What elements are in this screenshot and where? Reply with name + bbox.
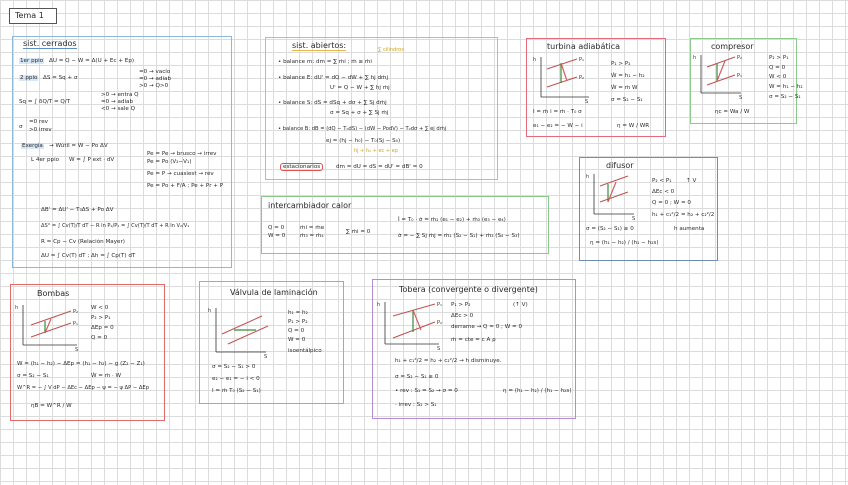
- bombas-s5: W = (h₁ − h₂) − ΔEp = (h₁ − h₂) − g (Z₂ − Z₁): [17, 361, 145, 367]
- intercambiador-s2: W = 0: [268, 233, 286, 239]
- tobera-s1: P₁ > P₂: [451, 302, 471, 308]
- trabajo-label: L 4er ppio: [31, 157, 60, 163]
- tobera-p1: P₁: [437, 302, 443, 308]
- compresor-title: compresor: [711, 42, 754, 51]
- turbina-s4: σ = S₂ − S₁: [611, 97, 643, 103]
- bombas-p1: P₁: [73, 321, 79, 327]
- turbina-s6: e₁ − e₂ = − W − i: [533, 123, 583, 129]
- tobera-hs-diagram: [379, 298, 445, 352]
- balance-masa-eq: • balance m: dm = ∑ ṁi ; ṁ ≥ ṁi: [278, 59, 372, 65]
- valvula-s4: W = 0: [288, 337, 306, 343]
- exergia-flujo-eq: ej = (hj − h₀) − T₀(Sj − S₀): [326, 138, 401, 144]
- turbina-axis-h: h: [533, 57, 537, 63]
- intercambiador-s6: İ = T₀ · σ̇ = ṁ₁ (e₁ − e₂) + ṁ₃ (e₃ − e₄): [398, 217, 506, 223]
- page-title: Tema 1: [15, 11, 44, 20]
- difusor-s8: η = (h₁ − h₂) / (h₁ − h₂s): [590, 240, 659, 246]
- sigma-opt-2: >0 irrev: [29, 127, 52, 133]
- compresor-s6: ηc = Wa / W: [715, 109, 750, 115]
- tobera-s10: η = (h₁ − h₂) / (h₁ − h₂s): [503, 388, 572, 394]
- intercambiador-s3: ṁi = ṁe: [300, 225, 325, 231]
- segundo-principio-eq: ΔS = Sq + σ: [43, 75, 78, 81]
- sigma-opt-1: =0 rev: [29, 119, 48, 125]
- seg-opt-3: >0 → Q>0: [139, 83, 169, 89]
- entropia-gas-ideal-eq: ΔS° = ∫ Cv(T)/T dT − R ln P₂/P₁ = ∫ Cv(T)/T dT + R ln V₂/V₁: [41, 223, 190, 229]
- tobera-s6: h₁ + c₁²/2 = h₂ + c₂²/2 → h disminuye.: [395, 358, 502, 364]
- sq-opt-2: =0 → adiab: [101, 99, 134, 105]
- difusor-s4: Q = 0 ; W = 0: [652, 200, 691, 206]
- bombas-s7: Ẇ = ṁ · W: [91, 373, 122, 379]
- turbina-box: [526, 38, 666, 137]
- turbina-s5: I = ṁ i = ṁ · T₀ σ: [533, 109, 582, 115]
- bombas-s6: σ = S₂ − S₁: [17, 373, 49, 379]
- bombas-s9: ηB = W^R / W: [31, 403, 72, 409]
- bombas-box: [10, 284, 165, 421]
- sq-eq: Sq = ∫ δQ/T = Q/T: [19, 99, 71, 105]
- estacionarios-eq: dm = dU = dS = dU' = dB' = 0: [336, 164, 423, 170]
- tobera-p2: P₂: [437, 320, 443, 326]
- seg-opt-1: =0 → vacío: [139, 69, 171, 75]
- difusor-axis-h: h: [586, 174, 590, 180]
- valvula-hs-diagram: [210, 304, 272, 360]
- tobera-s3: ΔEc > 0: [451, 313, 474, 319]
- tobera-axis-h: h: [377, 302, 381, 308]
- balance-entropia-eq-2: σ = Sq + σ + ∑ Sj ṁj: [330, 110, 389, 116]
- balance-energia-eq-2: U' = Q − W + ∑ hj ṁj: [330, 85, 390, 91]
- trabajo-opt-1: Pe = Pe → brusco → irrev: [147, 151, 217, 157]
- difusor-hs-diagram: [588, 172, 638, 220]
- difusor-s6: σ = (S₂ − S₁) ≥ 0: [586, 226, 634, 232]
- bombas-axis-h: h: [15, 305, 19, 311]
- tobera-axis-s: S: [437, 346, 441, 352]
- valvula-s8: I = ṁ T₀ (S₂ − S₁): [212, 388, 261, 394]
- valvula-s1: h₁ = h₂: [288, 310, 308, 316]
- primer-principio-eq: ΔU = Q − W = Δ(U + Ec + Ep): [49, 58, 135, 64]
- segundo-principio-label: 2 ppio: [20, 75, 38, 81]
- tobera-s9: · irrev : S₂ > S₁: [395, 402, 437, 408]
- difusor-box: [579, 157, 718, 261]
- compresor-p1: P₁: [737, 73, 743, 79]
- intercambiador-box: [261, 196, 549, 254]
- exergia-flujo-note: hj + h₀ + ec + ep: [354, 148, 398, 154]
- turbina-s7: η = W / WR: [617, 123, 650, 129]
- tobera-box: [372, 279, 576, 419]
- relacion-mayer-eq: R = Cp − Cv (Relación Mayer): [41, 239, 125, 245]
- sist-cerrados-box: [12, 36, 232, 268]
- trabajo-opt-3: Pe = P → cuasiest → rev: [147, 171, 214, 177]
- bombas-axis-s: S: [75, 347, 79, 353]
- seg-opt-2: =0 → adiab: [139, 76, 172, 82]
- bombas-hs-diagram: [17, 301, 87, 353]
- valvula-s3: Q = 0: [288, 328, 305, 334]
- tobera-s2: (↑ V): [513, 302, 528, 308]
- sq-opt-1: >0 → entra Q: [101, 92, 139, 98]
- turbina-title: turbina adiabática: [547, 42, 621, 51]
- compresor-s4: W = h₁ − h₂: [769, 84, 803, 90]
- valvula-s5: isoentálpico: [288, 348, 322, 354]
- intercambiador-s1: Q = 0: [268, 225, 285, 231]
- estacionarios-label: estacionarios: [280, 164, 323, 171]
- valvula-axis-h: h: [208, 308, 212, 314]
- compresor-s2: Q = 0: [769, 65, 786, 71]
- bombas-s4: Q = 0: [91, 335, 108, 341]
- intercambiador-title: intercambiador calor: [268, 201, 352, 210]
- turbina-axis-s: S: [585, 99, 589, 105]
- valvula-s6: σ = S₂ − S₁ > 0: [212, 364, 256, 370]
- compresor-s5: σ = S₂ − S₁: [769, 94, 801, 100]
- turbina-s1: P₁ > P₂: [611, 61, 631, 67]
- bombas-title: Bombas: [37, 289, 70, 298]
- compresor-s3: W < 0: [769, 74, 787, 80]
- intercambiador-s7: σ̇ = − ∑ Sj ṁj = ṁ₁ (S₂ − S₁) + ṁ₃ (S₄ − S₃): [398, 233, 520, 239]
- compresor-box: [690, 38, 803, 124]
- bombas-p2: P₂: [73, 309, 79, 315]
- compresor-hs-diagram: [695, 53, 745, 99]
- tobera-s8: • rev : S₁ = S₂ → σ = 0: [395, 388, 458, 394]
- balance-energia-eq: • balance E: dU' = dQ − dW + ∑ hj dṁj: [278, 75, 389, 81]
- valvula-axis-s: S: [264, 354, 268, 360]
- turbina-hs-diagram: [533, 55, 593, 103]
- turbina-p2: P₂: [579, 75, 585, 81]
- trabajo-opt-4: Pe = Po + F/A ; Pe + Pr + P: [147, 183, 224, 189]
- difusor-s5: h₁ + c₁²/2 = h₂ + c₂²/2: [652, 212, 715, 218]
- valvula-box: [199, 281, 344, 404]
- turbina-s3: Ẇ = ṁ W: [611, 85, 638, 91]
- bombas-s2: P₂ > P₁: [91, 315, 111, 321]
- sist-abiertos-box: [265, 37, 498, 180]
- valvula-s7: e₂ − e₁ = − i < 0: [212, 376, 260, 382]
- sist-cerrados-title: sist. cerrados: [23, 39, 77, 48]
- page-title-box: [9, 8, 57, 24]
- cilindros-note: ∑ cilindros: [378, 47, 404, 53]
- difusor-s1: P₂ < P₁: [652, 178, 672, 184]
- sq-opt-3: <0 → sale Q: [101, 106, 136, 112]
- compresor-p2: P₂: [737, 55, 743, 61]
- primer-principio-label: 1er ppio: [20, 58, 44, 64]
- tobera-s7: σ = S₂ − S₁ ≥ 0: [395, 374, 439, 380]
- intercambiador-s5: ∑ ṁi = 0: [346, 229, 371, 235]
- trabajo-opt-2: Pe = Po (V₂−V₁): [147, 159, 192, 165]
- difusor-title: difusor: [606, 161, 634, 170]
- exergia-balance-eq: ΔB' = ΔU' − T₀ΔS + Po ΔV: [41, 207, 114, 213]
- tobera-s5: ṁ = cte = c A ρ: [451, 337, 496, 343]
- valvula-s2: P₁ > P₂: [288, 319, 308, 325]
- tobera-s4: derrame → Q = 0 ; W = 0: [451, 324, 523, 330]
- intercambiador-s4: ṁ₃ = ṁ₄: [300, 233, 324, 239]
- bombas-s3: ΔEp = 0: [91, 325, 114, 331]
- balance-exergia-eq: • balance B: dB = (dQ − T₀dS) − (dW − PodV) − T₀dσ + ∑ ej dṁj: [278, 126, 447, 132]
- bombas-s1: W < 0: [91, 305, 109, 311]
- turbina-p1: P₁: [579, 57, 585, 63]
- exergia-eq: → Wútil = W − Po ΔV: [49, 143, 108, 149]
- compresor-axis-h: h: [693, 55, 697, 61]
- valvula-title: Válvula de laminación: [230, 288, 318, 297]
- energia-interna-eq: ΔU = ∫ Cv(T) dT ; Δh = ∫ Cp(T) dT: [41, 253, 136, 259]
- trabajo-eq: W = ∫ P ext · dV: [69, 157, 115, 163]
- difusor-s7: h aumenta: [674, 226, 705, 232]
- difusor-s3: ΔEc < 0: [652, 189, 675, 195]
- difusor-axis-s: S: [632, 216, 636, 222]
- sist-abiertos-title: sist. abiertos:: [292, 41, 347, 50]
- compresor-axis-s: S: [739, 95, 743, 101]
- sigma-label: σ: [19, 124, 23, 130]
- turbina-s2: Ẇ = h₁ − h₂: [611, 73, 645, 79]
- balance-entropia-eq: • balance S: dS = dSq + dσ + ∑ Sj dṁj: [278, 100, 387, 106]
- bombas-s8: W^R = − ∫ V dP − ΔEc − ΔEp − ψ = − ψ ΔP − ΔEp: [17, 385, 149, 391]
- exergia-label: Exergía: [22, 143, 43, 149]
- tobera-title: Tobera (convergente o divergente): [399, 285, 538, 294]
- compresor-s1: P₂ > P₁: [769, 55, 789, 61]
- difusor-s2: ↑ V: [686, 178, 697, 184]
